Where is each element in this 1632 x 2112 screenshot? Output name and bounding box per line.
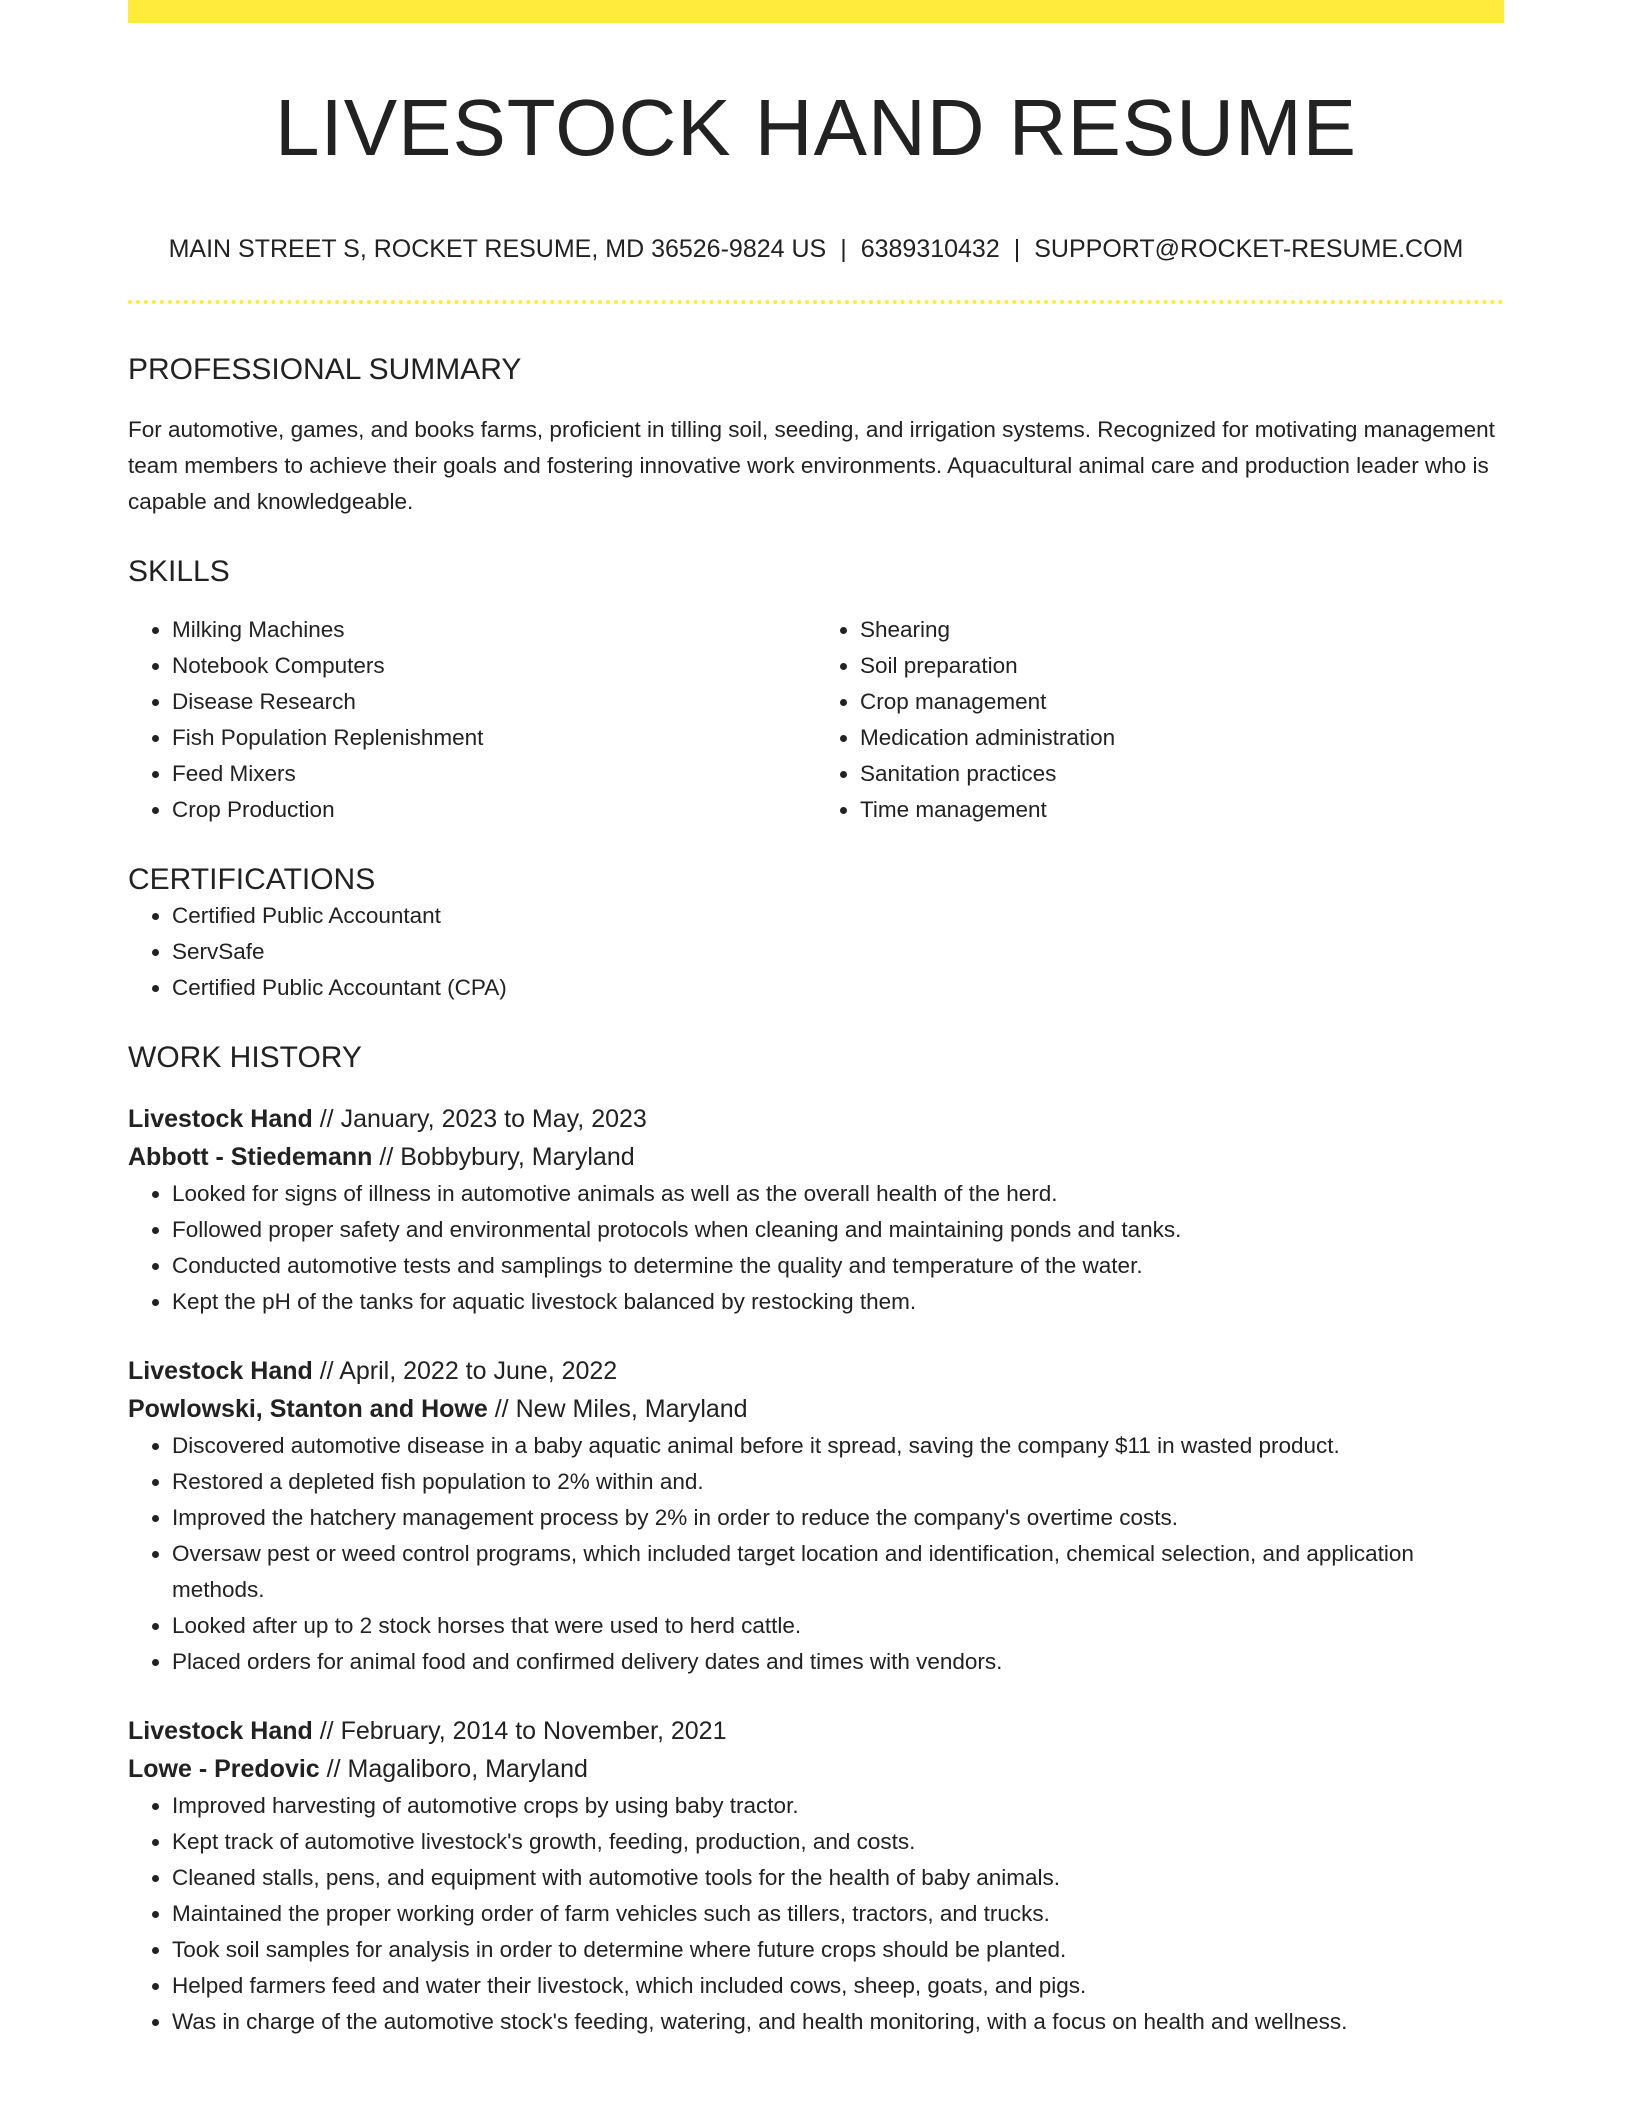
skill-item: • Time management <box>860 792 1504 828</box>
email-link[interactable]: SUPPORT@ROCKET-RESUME.COM <box>1034 235 1464 263</box>
dotted-divider <box>128 300 1504 304</box>
job-company: Lowe - Predovic <box>128 1755 320 1783</box>
job-duty-item: • Discovered automotive disease in a baby aquatic animal before it spread, saving the company $11 in wasted product. <box>172 1428 1504 1464</box>
job-title-line <box>128 1100 1504 1138</box>
job-duty-item: • Maintained the proper working order of farm vehicles such as tillers, tractors, and trucks. <box>172 1896 1504 1932</box>
skills-grid <box>128 612 1504 828</box>
certifications-list <box>128 898 1504 1006</box>
job-title: Livestock Hand <box>128 1717 313 1745</box>
certification-item: • Certified Public Accountant (CPA) <box>172 970 1504 1006</box>
job-title-line <box>128 1352 1504 1390</box>
delimiter: // <box>319 1717 334 1745</box>
job-company: Powlowski, Stanton and Howe <box>128 1395 488 1423</box>
skills-heading: SKILLS <box>128 555 230 588</box>
delimiter: // <box>319 1105 334 1133</box>
job-location: New Miles, Maryland <box>515 1395 748 1423</box>
skill-item: • Crop Production <box>172 792 816 828</box>
delimiter: // <box>379 1143 394 1171</box>
job-duty-item: • Oversaw pest or weed control programs, which included target location and identification, chemical selection, and application methods. <box>172 1536 1504 1608</box>
contact-separator: | <box>840 235 847 263</box>
address-text: MAIN STREET S, ROCKET RESUME, MD 36526-9824 US <box>168 235 827 263</box>
skills-right-list <box>816 612 1504 828</box>
summary-text: For automotive, games, and books farms, proficient in tilling soil, seeding, and irrigation systems. Recognized for motivating management team members to achieve their goals and fostering innovative work environments. Aquacultural animal care and production leader who is capable and knowledgeable. <box>128 417 1495 514</box>
skill-item: • Fish Population Replenishment <box>172 720 816 756</box>
job-title: Livestock Hand <box>128 1357 313 1385</box>
job-duties-list <box>128 1788 1504 2040</box>
contact-separator: | <box>1013 235 1021 263</box>
delimiter: // <box>326 1755 341 1783</box>
skill-item: • Milking Machines <box>172 612 816 648</box>
certification-item: • Certified Public Accountant <box>172 898 1504 934</box>
job-company: Abbott - Stiedemann <box>128 1143 373 1171</box>
job-duty-item: • Followed proper safety and environmental protocols when cleaning and maintaining ponds and tanks. <box>172 1212 1504 1248</box>
certification-item: • ServSafe <box>172 934 1504 970</box>
skills-left-list <box>128 612 816 828</box>
job-duty-item: • Improved harvesting of automotive crops by using baby tractor. <box>172 1788 1504 1824</box>
job-dates: February, 2014 to November, 2021 <box>340 1717 727 1745</box>
skill-item: • Soil preparation <box>860 648 1504 684</box>
delimiter: // <box>494 1395 509 1423</box>
job-duty-item: • Took soil samples for analysis in order to determine where future crops should be planted. <box>172 1932 1504 1968</box>
job-company-line <box>128 1138 1504 1176</box>
job-company-line <box>128 1390 1504 1428</box>
resume-page <box>128 0 1504 2040</box>
job-duties-list <box>128 1176 1504 1320</box>
job-duty-item: • Restored a depleted fish population to 2% within and. <box>172 1464 1504 1500</box>
summary-heading: PROFESSIONAL SUMMARY <box>128 353 522 386</box>
job-entry <box>128 1100 1504 1320</box>
skill-item: • Notebook Computers <box>172 648 816 684</box>
job-entry <box>128 1712 1504 2040</box>
skill-item: • Medication administration <box>860 720 1504 756</box>
job-duty-item: • Looked for signs of illness in automotive animals as well as the overall health of the herd. <box>172 1176 1504 1212</box>
job-duty-item: • Helped farmers feed and water their livestock, which included cows, sheep, goats, and pigs. <box>172 1968 1504 2004</box>
certifications-heading: CERTIFICATIONS <box>128 863 376 896</box>
skill-item: • Sanitation practices <box>860 756 1504 792</box>
skill-item: • Disease Research <box>172 684 816 720</box>
phone-text: 6389310432 <box>860 235 1000 263</box>
skill-item: • Shearing <box>860 612 1504 648</box>
job-duty-item: • Looked after up to 2 stock horses that were used to herd cattle. <box>172 1608 1504 1644</box>
job-dates: April, 2022 to June, 2022 <box>339 1357 618 1385</box>
job-duties-list <box>128 1428 1504 1680</box>
top-accent-bar <box>128 0 1504 23</box>
job-location: Bobbybury, Maryland <box>400 1143 635 1171</box>
job-company-line <box>128 1750 1504 1788</box>
job-duty-item: • Kept the pH of the tanks for aquatic livestock balanced by restocking them. <box>172 1284 1504 1320</box>
job-location: Magaliboro, Maryland <box>347 1755 588 1783</box>
delimiter: // <box>319 1357 334 1385</box>
resume-title: LIVESTOCK HAND RESUME <box>275 83 1357 172</box>
job-duty-item: • Was in charge of the automotive stock's feeding, watering, and health monitoring, with a focus on health and wellness. <box>172 2004 1504 2040</box>
job-entry <box>128 1352 1504 1680</box>
contact-line <box>128 234 1504 264</box>
job-dates: January, 2023 to May, 2023 <box>340 1105 647 1133</box>
work-history-heading: WORK HISTORY <box>128 1041 362 1074</box>
job-title-line <box>128 1712 1504 1750</box>
skill-item: • Crop management <box>860 684 1504 720</box>
skill-item: • Feed Mixers <box>172 756 816 792</box>
job-duty-item: • Improved the hatchery management process by 2% in order to reduce the company's overtime costs. <box>172 1500 1504 1536</box>
job-duty-item: • Conducted automotive tests and samplings to determine the quality and temperature of the water. <box>172 1248 1504 1284</box>
job-duty-item: • Kept track of automotive livestock's growth, feeding, production, and costs. <box>172 1824 1504 1860</box>
job-duty-item: • Cleaned stalls, pens, and equipment with automotive tools for the health of baby animals. <box>172 1860 1504 1896</box>
job-duty-item: • Placed orders for animal food and confirmed delivery dates and times with vendors. <box>172 1644 1504 1680</box>
job-title: Livestock Hand <box>128 1105 313 1133</box>
